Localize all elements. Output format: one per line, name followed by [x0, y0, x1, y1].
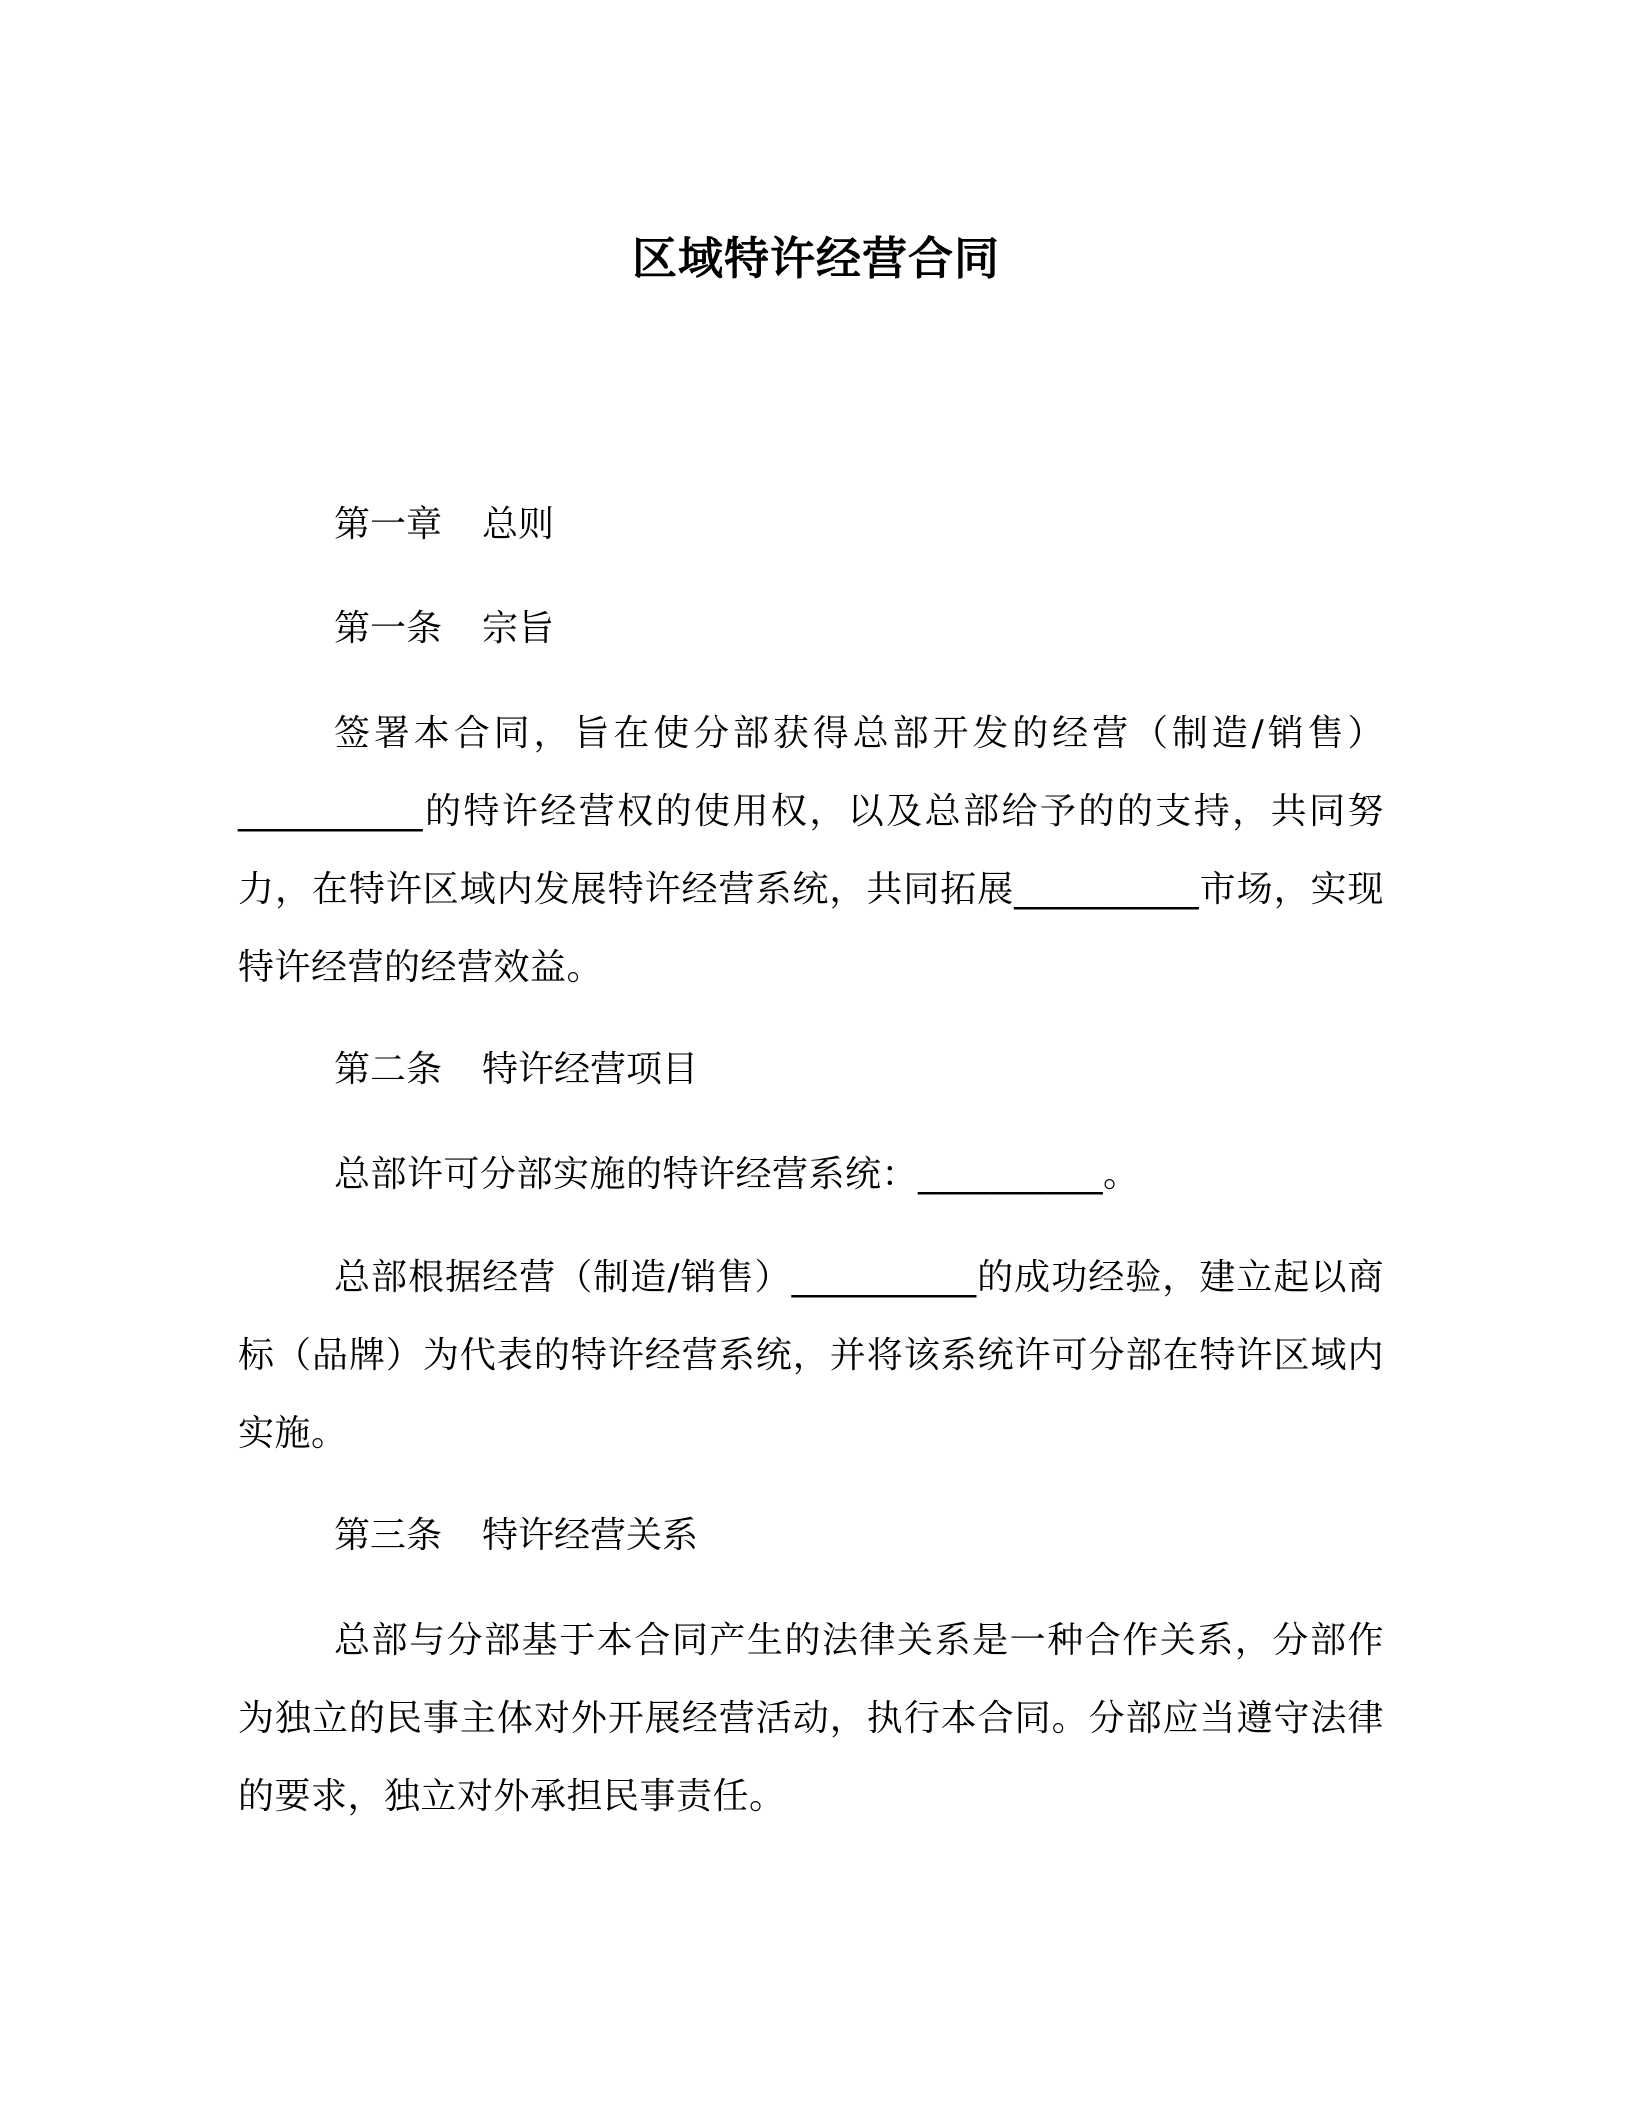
article-1-heading [238, 591, 1384, 667]
article-2-name: 特许经营项目 [482, 1049, 699, 1090]
article-2-number: 第二条 [334, 1049, 443, 1090]
article-2-paragraph-2: 总部根据经营（制造/销售）__________的成功经验，建立起以商标（品牌）为代表的特许经营系统，并将该系统许可分部在特许区域内实施。 [238, 1257, 1384, 1454]
article-2-heading [238, 1032, 1384, 1108]
chapter-heading [238, 487, 1384, 563]
article-3-paragraph-1: 总部与分部基于本合同产生的法律关系是一种合作关系，分部作为独立的民事主体对外开展经营活动，执行本合同。分部应当遵守法律的要求，独立对外承担民事责任。 [238, 1620, 1384, 1817]
chapter-number: 第一章 [334, 504, 443, 545]
article-3-number: 第三条 [334, 1515, 443, 1556]
article-2-paragraph-1: 总部许可分部实施的特许经营系统：__________。 [334, 1154, 1140, 1195]
article-1-name: 宗旨 [482, 608, 555, 649]
article-3-name: 特许经营关系 [482, 1515, 699, 1556]
article-1-paragraph-1: 签署本合同，旨在使分部获得总部开发的经营（制造/销售）__________的特许经营权的使用权，以及总部给予的的支持，共同努力，在特许区域内发展特许经营系统，共同拓展__________市场，实现特许经营的经营效益。 [238, 713, 1384, 988]
document-body [238, 487, 1384, 1861]
chapter-name: 总则 [482, 504, 555, 545]
article-3-heading [238, 1498, 1384, 1574]
article-1-number: 第一条 [334, 608, 443, 649]
document-title: 区域特许经营合同 [631, 232, 1000, 285]
